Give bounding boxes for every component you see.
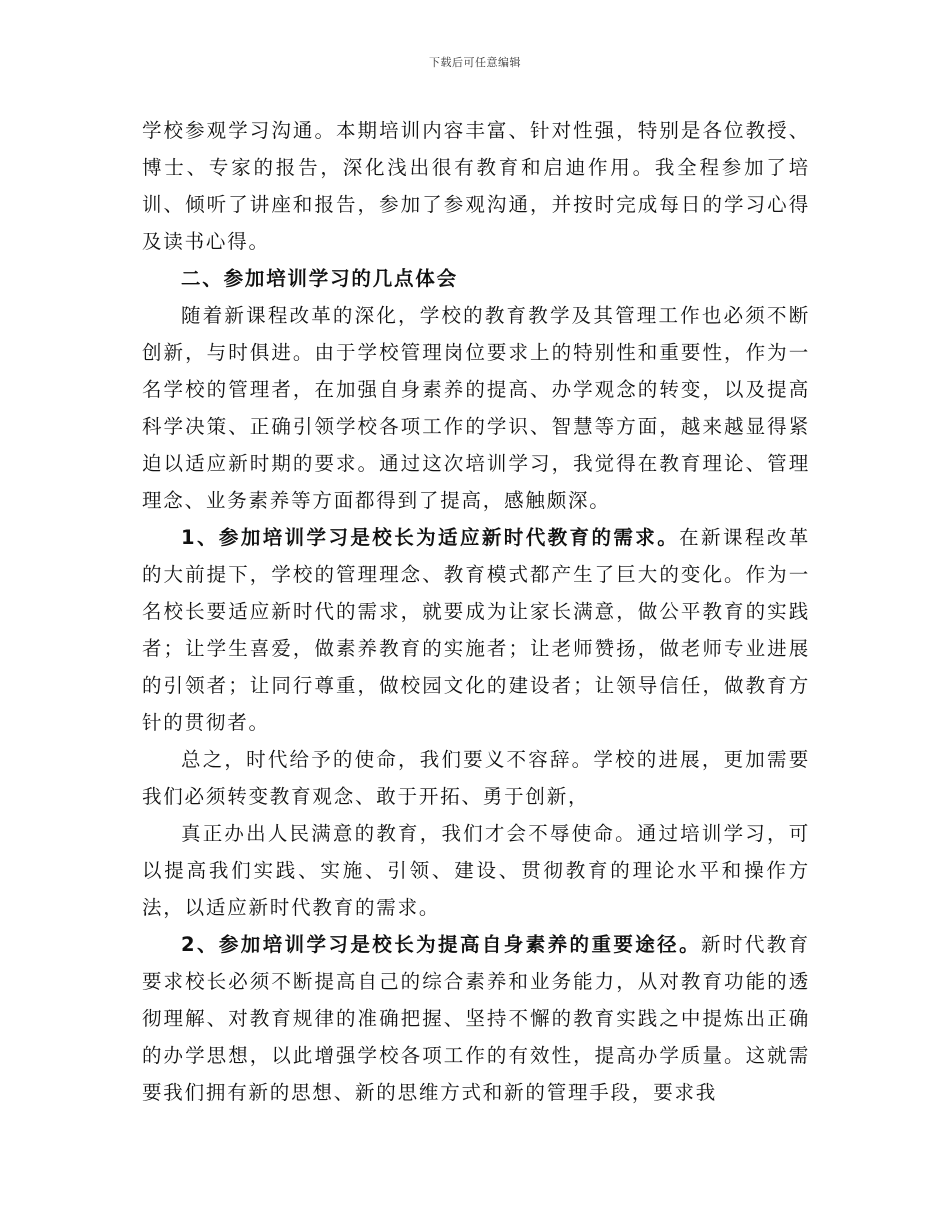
- paragraph-4: 总之，时代给予的使命，我们要义不容辞。学校的进展，更加需要我们必须转变教育观念、敢于开拓、勇于创新，: [142, 748, 810, 808]
- paragraph-6-body: 新时代教育要求校长必须不断提高自己的综合素养和业务能力，从对教育功能的透彻理解、对教育规律的准确把握、坚持不懈的教育实践之中提炼出正确的办学思想，以此增强学校各项工作的有效性，提高办学质量。这就需要我们拥有新的思想、新的思维方式和新的管理手段，要求我: [142, 933, 810, 1104]
- document-body: [142, 112, 810, 1111]
- paragraph-2: 随着新课程改革的深化，学校的教育教学及其管理工作也必须不断创新，与时俱进。由于学校管理岗位要求上的特别性和重要性，作为一名学校的管理者，在加强自身素养的提高、办学观念的转变，以及提高科学决策、正确引领学校各项工作的学识、智慧等方面，越来越显得紧迫以适应新时期的要求。通过这次培训学习，我觉得在教育理论、管理理念、业务素养等方面都得到了提高，感触颇深。: [142, 304, 810, 512]
- paragraph-1: 学校参观学习沟通。本期培训内容丰富、针对性强，特别是各位教授、博士、专家的报告，深化浅出很有教育和启迪作用。我全程参加了培训、倾听了讲座和报告，参加了参观沟通，并按时完成每日的学习心得及读书心得。: [142, 119, 810, 253]
- paragraph-6: [142, 926, 810, 1111]
- section-heading-2: 二、参加培训学习的几点体会: [181, 267, 458, 290]
- page-header: 下载后可任意编辑: [429, 56, 521, 69]
- paragraph-6-lead: 2、参加培训学习是校长为提高自身素养的重要途径。: [181, 933, 702, 956]
- paragraph-3-lead: 1、参加培训学习是校长为适应新时代教育的需求。: [181, 526, 680, 549]
- paragraph-3-body: 在新课程改革的大前提下，学校的管理理念、教育模式都产生了巨大的变化。作为一名校长要适应新时代的需求，就要成为让家长满意，做公平教育的实践者；让学生喜爱，做素养教育的实施者；让老师赞扬，做老师专业进展的引领者；让同行尊重，做校园文化的建设者；让领导信任，做教育方针的贯彻者。: [142, 526, 811, 734]
- paragraph-3: [142, 519, 810, 741]
- paragraph-5: 真正办出人民满意的教育，我们才会不辱使命。通过培训学习，可以提高我们实践、实施、引领、建设、贯彻教育的理论水平和操作方法，以适应新时代教育的需求。: [142, 822, 810, 919]
